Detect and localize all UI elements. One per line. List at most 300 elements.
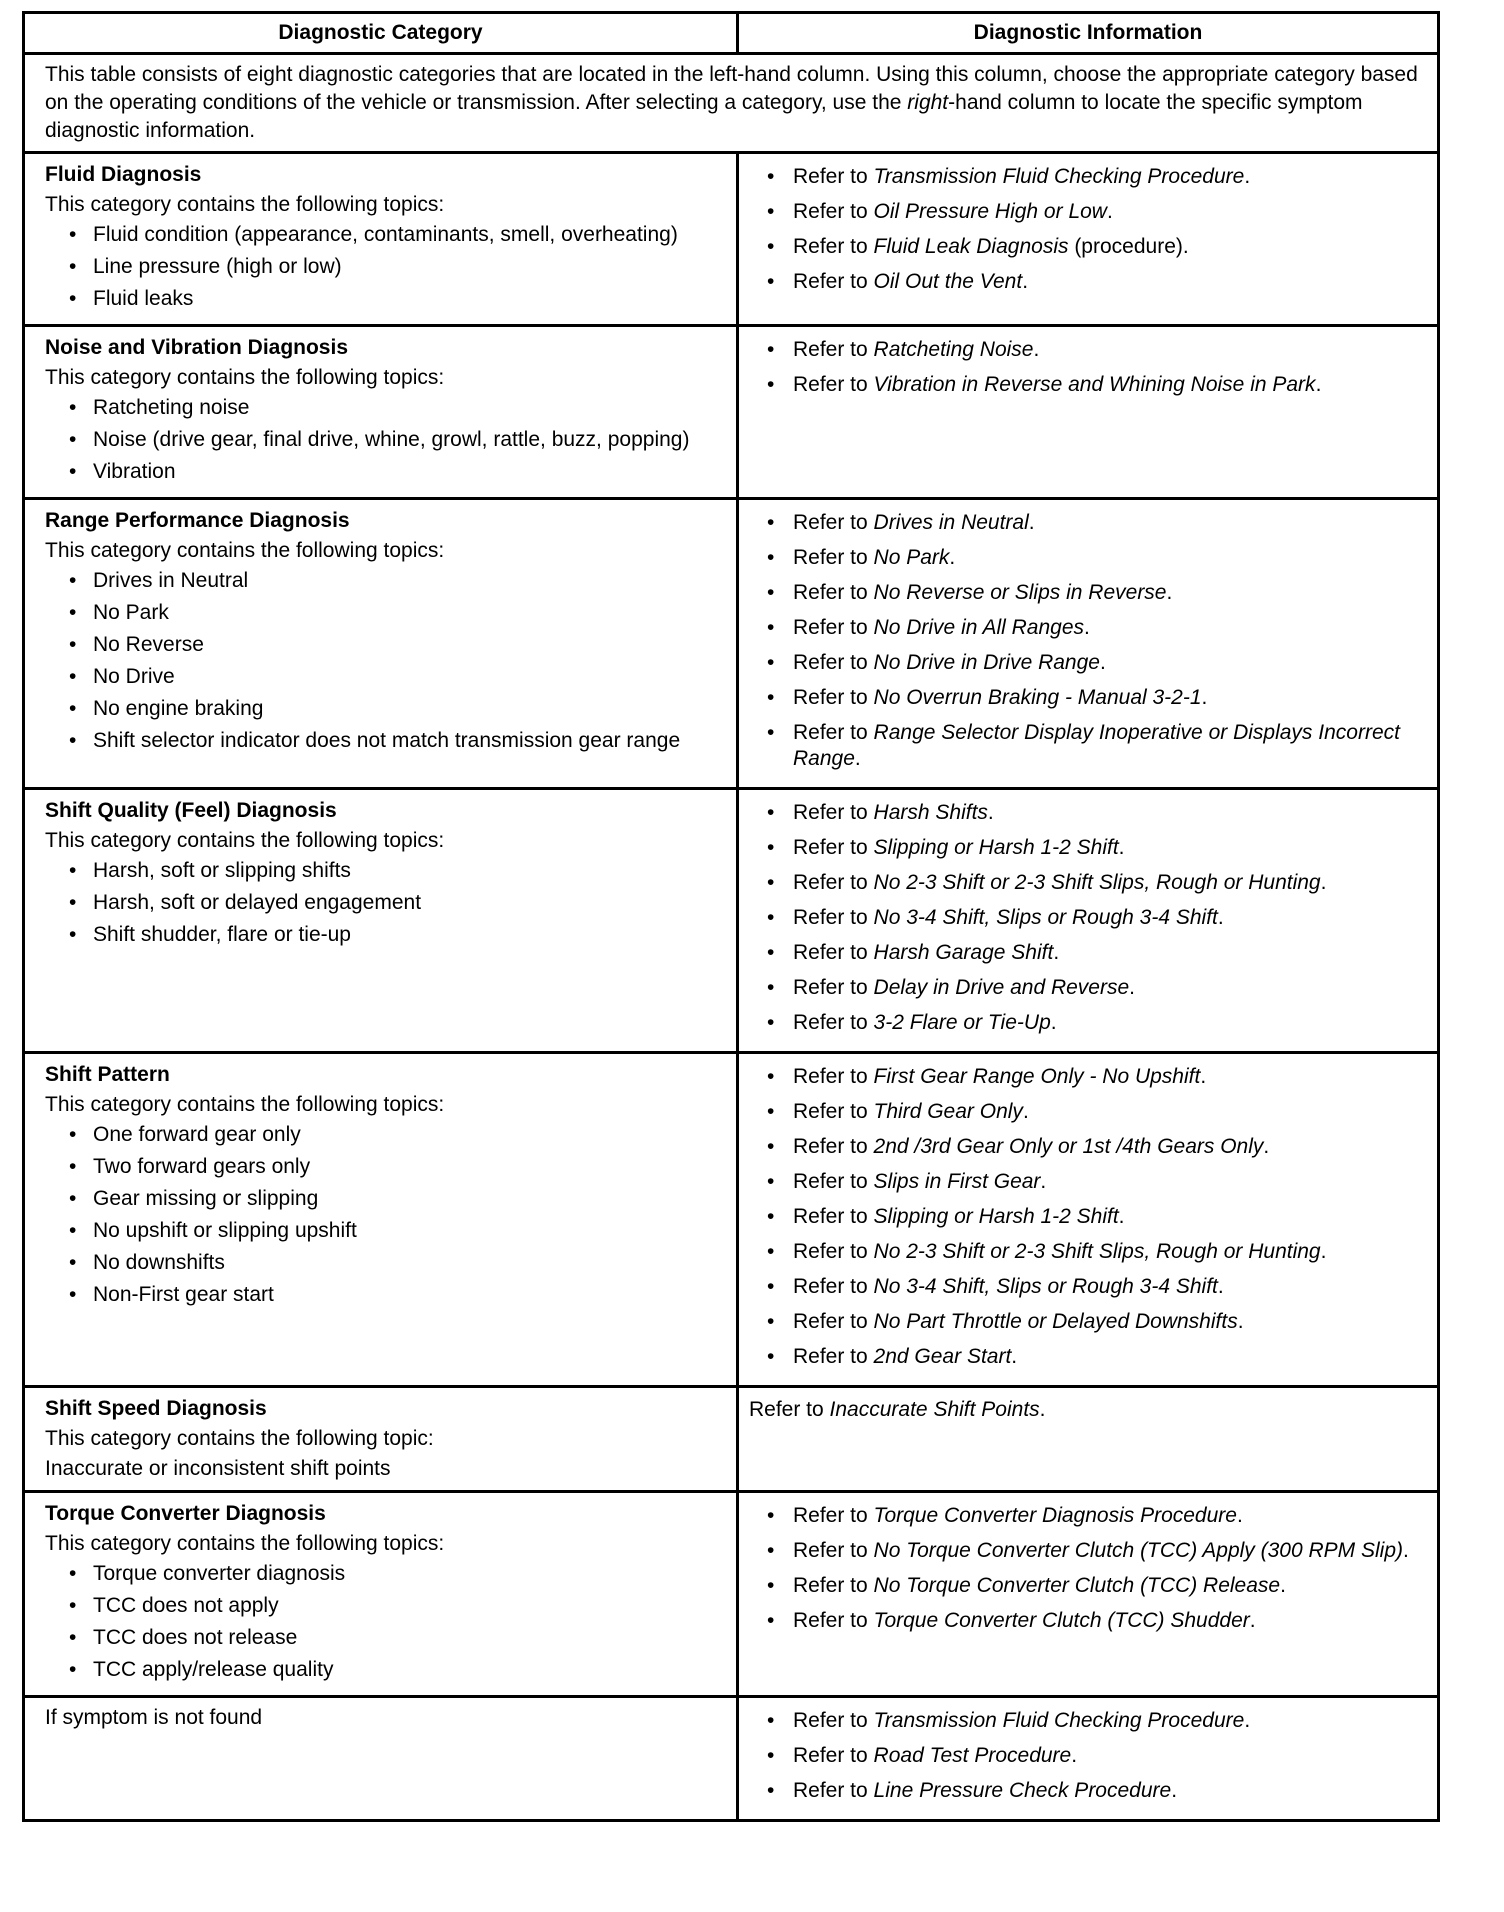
reference-suffix: . (1200, 1065, 1207, 1088)
topic-list (45, 1561, 720, 1683)
reference-suffix: . (1171, 1779, 1178, 1802)
reference-link[interactable]: Road Test Procedure (873, 1744, 1072, 1767)
topic-item (45, 1250, 720, 1276)
reference-suffix: . (987, 801, 994, 824)
bullet-icon: • (767, 1275, 775, 1298)
reference-link[interactable]: Transmission Fluid Checking Procedure (873, 165, 1245, 188)
intro-text-a: This table consists of eight diagnostic categories that are located in the left-hand column. Using this column, choose the appropriate category based on the operating conditions of the vehicle or transmission. After selecting a category, use the (45, 63, 1418, 114)
reference-link[interactable]: Line Pressure Check Procedure (873, 1779, 1172, 1802)
category-row (25, 1388, 1437, 1493)
topic-text: Line pressure (high or low) (93, 255, 342, 278)
refer-prefix: Refer to (793, 338, 874, 361)
reference-link[interactable]: Range Selector Display Inoperative or Displays Incorrect Range (793, 721, 1400, 770)
reference-suffix: . (1315, 373, 1322, 396)
category-row (25, 1493, 1437, 1698)
refer-prefix: Refer to (793, 1609, 874, 1632)
bullet-icon: • (767, 338, 775, 361)
reference-item (767, 1743, 1427, 1769)
topic-item (45, 1186, 720, 1212)
reference-suffix: . (1201, 686, 1208, 709)
bullet-icon: • (69, 1658, 77, 1681)
bullet-icon: • (767, 1539, 775, 1562)
reference-suffix: (procedure). (1068, 235, 1189, 258)
topic-text: Shift shudder, flare or tie-up (93, 923, 351, 946)
bullet-icon: • (69, 1251, 77, 1274)
reference-suffix: . (1118, 1205, 1125, 1228)
topic-text: Ratcheting noise (93, 396, 250, 419)
refer-prefix: Refer to (793, 1504, 874, 1527)
topic-item (45, 1625, 720, 1651)
reference-link[interactable]: 3-2 Flare or Tie-Up (873, 1011, 1051, 1034)
reference-item (767, 199, 1427, 225)
reference-suffix: . (1244, 1709, 1251, 1732)
reference-link[interactable]: No Drive in Drive Range (873, 651, 1100, 674)
reference-link[interactable]: No Drive in All Ranges (873, 616, 1085, 639)
category-cell (25, 154, 739, 324)
category-cell (25, 327, 739, 497)
topic-item (45, 696, 720, 722)
refer-prefix: Refer to (793, 270, 874, 293)
bullet-icon: • (69, 428, 77, 451)
reference-item (767, 164, 1427, 190)
bullet-icon: • (69, 223, 77, 246)
topic-text: Shift selector indicator does not match transmission gear range (93, 729, 681, 752)
reference-suffix: . (1028, 511, 1035, 534)
reference-item (767, 1134, 1427, 1160)
bullet-icon: • (767, 1011, 775, 1034)
reference-item (767, 940, 1427, 966)
reference-item (767, 905, 1427, 931)
bullet-icon: • (69, 396, 77, 419)
topic-text: No Drive (93, 665, 175, 688)
refer-prefix: Refer to (793, 1709, 874, 1732)
information-cell (739, 1054, 1437, 1385)
category-cell (25, 1054, 739, 1385)
category-cell (25, 500, 739, 787)
reference-link[interactable]: Delay in Drive and Reverse (873, 976, 1130, 999)
category-title: Shift Pattern (45, 1063, 170, 1086)
category-description: This category contains the following topics: (45, 1532, 445, 1555)
information-cell (739, 500, 1437, 787)
topic-item (45, 395, 720, 421)
intro-text (25, 55, 1437, 151)
refer-prefix: Refer to (793, 941, 874, 964)
bullet-icon: • (69, 1594, 77, 1617)
topic-text: TCC does not apply (93, 1594, 279, 1617)
reference-item (749, 1396, 1427, 1424)
bullet-icon: • (767, 1574, 775, 1597)
bullet-icon: • (767, 1310, 775, 1333)
bullet-icon: • (767, 546, 775, 569)
bullet-icon: • (767, 616, 775, 639)
reference-suffix: . (1040, 1170, 1047, 1193)
reference-suffix: . (1106, 200, 1113, 223)
reference-link[interactable]: Oil Pressure High or Low (873, 200, 1107, 223)
header-diagnostic-category: Diagnostic Category (25, 14, 739, 52)
bullet-icon: • (767, 651, 775, 674)
bullet-icon: • (69, 1562, 77, 1585)
refer-prefix: Refer to (793, 581, 874, 604)
refer-prefix: Refer to (793, 1205, 874, 1228)
refer-prefix: Refer to (793, 616, 874, 639)
refer-prefix: Refer to (793, 1574, 874, 1597)
topic-item (45, 632, 720, 658)
reference-link[interactable]: No 2-3 Shift or 2-3 Shift Slips, Rough or Hunting (873, 871, 1321, 894)
reference-link[interactable]: No 2-3 Shift or 2-3 Shift Slips, Rough or Hunting (873, 1240, 1321, 1263)
refer-prefix: Refer to (793, 1065, 874, 1088)
reference-link[interactable]: Slips in First Gear (873, 1170, 1041, 1193)
refer-prefix: Refer to (793, 200, 874, 223)
topic-text: Harsh, soft or delayed engagement (93, 891, 422, 914)
reference-link[interactable]: Fluid Leak Diagnosis (873, 235, 1069, 258)
reference-suffix: . (1217, 1275, 1224, 1298)
bullet-icon: • (69, 460, 77, 483)
topic-item (45, 1218, 720, 1244)
header-diagnostic-information: Diagnostic Information (973, 21, 1203, 44)
topic-text: No Reverse (93, 633, 204, 656)
reference-item (767, 510, 1427, 536)
refer-prefix: Refer to (793, 1275, 874, 1298)
refer-prefix: Refer to (793, 1170, 874, 1193)
topic-item (45, 1154, 720, 1180)
topic-text: TCC does not release (93, 1626, 298, 1649)
topic-text: Harsh, soft or slipping shifts (93, 859, 351, 882)
refer-prefix: Refer to (749, 1398, 830, 1421)
topic-text: No Park (93, 601, 169, 624)
topic-item (45, 890, 720, 916)
topic-item (45, 922, 720, 948)
reference-item (767, 1573, 1427, 1599)
reference-item (767, 1608, 1427, 1634)
reference-suffix: . (1244, 165, 1251, 188)
category-row (25, 1698, 1437, 1819)
refer-prefix: Refer to (793, 235, 874, 258)
reference-suffix: . (1217, 906, 1224, 929)
refer-prefix: Refer to (793, 801, 874, 824)
bullet-icon: • (69, 1283, 77, 1306)
topic-item (45, 664, 720, 690)
reference-item (767, 975, 1427, 1001)
reference-link[interactable]: No Park (873, 546, 950, 569)
reference-list (767, 510, 1427, 772)
reference-link[interactable]: No Reverse or Slips in Reverse (873, 581, 1167, 604)
bullet-icon: • (767, 906, 775, 929)
reference-link[interactable]: No Torque Converter Clutch (TCC) Apply (300 RPM Slip) (873, 1539, 1404, 1562)
fallback-label: If symptom is not found (45, 1706, 263, 1729)
reference-link[interactable]: Transmission Fluid Checking Procedure (873, 1709, 1245, 1732)
bullet-icon: • (767, 1504, 775, 1527)
bullet-icon: • (767, 581, 775, 604)
topic-item (45, 286, 720, 312)
reference-item (767, 800, 1427, 826)
bullet-icon: • (69, 891, 77, 914)
bullet-icon: • (767, 373, 775, 396)
reference-item (767, 372, 1427, 398)
reference-item (767, 615, 1427, 641)
topic-text: Inaccurate or inconsistent shift points (45, 1457, 391, 1480)
reference-suffix: . (1280, 1574, 1286, 1597)
reference-item (767, 1169, 1427, 1195)
bullet-icon: • (69, 1219, 77, 1242)
bullet-icon: • (69, 1155, 77, 1178)
reference-link[interactable]: Slipping or Harsh 1-2 Shift (873, 836, 1119, 859)
reference-suffix: . (1320, 871, 1327, 894)
category-row (25, 154, 1437, 327)
reference-item (767, 1309, 1427, 1335)
reference-suffix: . (1166, 581, 1173, 604)
category-rows (25, 154, 1437, 1819)
refer-prefix: Refer to (793, 1539, 874, 1562)
refer-prefix: Refer to (793, 1310, 874, 1333)
refer-prefix: Refer to (793, 651, 874, 674)
reference-item (767, 234, 1427, 260)
bullet-icon: • (69, 859, 77, 882)
reference-suffix: . (1053, 941, 1060, 964)
topic-item (45, 459, 720, 485)
topic-item (45, 1282, 720, 1308)
reference-link[interactable]: Slipping or Harsh 1-2 Shift (873, 1205, 1119, 1228)
reference-link[interactable]: Third Gear Only (873, 1100, 1023, 1123)
category-row (25, 500, 1437, 790)
topic-text: Noise (drive gear, final drive, whine, growl, rattle, buzz, popping) (93, 428, 690, 451)
bullet-icon: • (767, 1779, 775, 1802)
bullet-icon: • (767, 836, 775, 859)
topic-text: No downshifts (93, 1251, 225, 1274)
bullet-icon: • (767, 165, 775, 188)
refer-prefix: Refer to (793, 836, 874, 859)
reference-link[interactable]: Harsh Garage Shift (873, 941, 1054, 964)
topic-item (45, 1561, 720, 1587)
bullet-icon: • (767, 1240, 775, 1263)
refer-prefix: Refer to (793, 976, 874, 999)
refer-prefix: Refer to (793, 546, 874, 569)
reference-item (767, 685, 1427, 711)
reference-link[interactable]: No 3-4 Shift, Slips or Rough 3-4 Shift (873, 906, 1218, 929)
category-description: This category contains the following topics: (45, 193, 445, 216)
topic-item (45, 254, 720, 280)
reference-item (767, 1274, 1427, 1300)
bullet-icon: • (767, 1609, 775, 1632)
refer-prefix: Refer to (793, 686, 874, 709)
topic-list (45, 568, 720, 754)
bullet-icon: • (767, 1135, 775, 1158)
bullet-icon: • (69, 729, 77, 752)
refer-prefix: Refer to (793, 1345, 874, 1368)
reference-link[interactable]: Torque Converter Clutch (TCC) Shudder (873, 1609, 1250, 1632)
category-title: Shift Speed Diagnosis (45, 1397, 267, 1420)
topic-list (45, 858, 720, 948)
reference-item (767, 337, 1427, 363)
topic-list (45, 1122, 720, 1308)
reference-suffix: . (1022, 1100, 1029, 1123)
bullet-icon: • (69, 287, 77, 310)
reference-suffix: . (1237, 1310, 1244, 1333)
topic-text: Non-First gear start (93, 1283, 274, 1306)
reference-suffix: . (1039, 1398, 1046, 1421)
bullet-icon: • (767, 871, 775, 894)
category-description: This category contains the following topic: (45, 1427, 434, 1450)
reference-item (767, 1010, 1427, 1036)
reference-item (767, 1239, 1427, 1265)
table-header-row (25, 14, 1437, 55)
topic-text: One forward gear only (93, 1123, 301, 1146)
category-cell (25, 1388, 739, 1490)
bullet-icon: • (767, 1065, 775, 1088)
bullet-icon: • (69, 633, 77, 656)
category-description: This category contains the following topics: (45, 366, 445, 389)
bullet-icon: • (767, 1345, 775, 1368)
information-cell (739, 1698, 1437, 1819)
category-title: Range Performance Diagnosis (45, 509, 350, 532)
refer-prefix: Refer to (793, 1100, 874, 1123)
reference-item (767, 580, 1427, 606)
topic-item (45, 1122, 720, 1148)
reference-list (767, 164, 1427, 295)
topic-list (45, 395, 720, 485)
refer-prefix: Refer to (793, 165, 874, 188)
reference-suffix: . (1129, 976, 1135, 999)
reference-item (767, 1708, 1427, 1734)
reference-item (767, 870, 1427, 896)
topic-item (45, 222, 720, 248)
reference-link[interactable]: Drives in Neutral (873, 511, 1029, 534)
topic-item (45, 1657, 720, 1683)
refer-prefix: Refer to (793, 906, 874, 929)
reference-link[interactable]: 2nd Gear Start (873, 1345, 1012, 1368)
bullet-icon: • (767, 1205, 775, 1228)
bullet-icon: • (69, 665, 77, 688)
category-title: Noise and Vibration Diagnosis (45, 336, 349, 359)
bullet-icon: • (767, 686, 775, 709)
reference-link[interactable]: No Overrun Braking - Manual 3-2-1 (873, 686, 1202, 709)
reference-link[interactable]: Vibration in Reverse and Whining Noise in Park (873, 373, 1316, 396)
topic-text: Fluid condition (appearance, contaminants, smell, overheating) (93, 223, 678, 246)
bullet-icon: • (767, 200, 775, 223)
topic-text: TCC apply/release quality (93, 1658, 334, 1681)
diagnostic-table (22, 11, 1440, 1822)
bullet-icon: • (767, 721, 775, 744)
reference-link[interactable]: 2nd /3rd Gear Only or 1st /4th Gears Only (873, 1135, 1264, 1158)
bullet-icon: • (69, 601, 77, 624)
topic-text: Torque converter diagnosis (93, 1562, 346, 1585)
reference-suffix: . (949, 546, 956, 569)
topic-text: No engine braking (93, 697, 264, 720)
information-cell (739, 1493, 1437, 1695)
reference-suffix: . (1263, 1135, 1270, 1158)
refer-prefix: Refer to (793, 1135, 874, 1158)
reference-suffix: . (1011, 1345, 1018, 1368)
reference-link[interactable]: Harsh Shifts (873, 801, 988, 824)
reference-item (767, 1099, 1427, 1125)
refer-prefix: Refer to (793, 1240, 874, 1263)
reference-suffix: . (1320, 1240, 1327, 1263)
intro-text-em: right (907, 91, 949, 114)
reference-suffix: . (1050, 1011, 1057, 1034)
category-description: This category contains the following topics: (45, 539, 445, 562)
reference-suffix: . (1071, 1744, 1078, 1767)
reference-suffix: . (1099, 651, 1106, 674)
reference-link[interactable]: First Gear Range Only - No Upshift (873, 1065, 1201, 1088)
intro-text-b: -hand column to locate the specific symptom diagnostic information. (45, 91, 1363, 142)
topic-text: Two forward gears only (93, 1155, 311, 1178)
category-title: Torque Converter Diagnosis (45, 1502, 326, 1525)
reference-link[interactable]: No 3-4 Shift, Slips or Rough 3-4 Shift (873, 1275, 1218, 1298)
topic-text: Vibration (93, 460, 176, 483)
information-cell (739, 327, 1437, 497)
refer-prefix: Refer to (793, 871, 874, 894)
category-cell (25, 1493, 739, 1695)
bullet-icon: • (69, 569, 77, 592)
reference-link[interactable]: No Part Throttle or Delayed Downshifts (873, 1310, 1238, 1333)
reference-list (767, 337, 1427, 398)
reference-item (767, 650, 1427, 676)
reference-link[interactable]: No Torque Converter Clutch (TCC) Release (873, 1574, 1281, 1597)
reference-item (767, 835, 1427, 861)
reference-suffix: . (1022, 270, 1029, 293)
topic-item (45, 568, 720, 594)
category-row (25, 1054, 1437, 1388)
reference-suffix: . (1403, 1539, 1409, 1562)
reference-list (767, 800, 1427, 1036)
reference-link[interactable]: Ratcheting Noise (873, 338, 1034, 361)
bullet-icon: • (767, 941, 775, 964)
reference-suffix: . (1249, 1609, 1256, 1632)
topic-text: No upshift or slipping upshift (93, 1219, 357, 1242)
bullet-icon: • (69, 255, 77, 278)
bullet-icon: • (767, 511, 775, 534)
reference-item (767, 545, 1427, 571)
bullet-icon: • (69, 697, 77, 720)
refer-prefix: Refer to (793, 373, 874, 396)
reference-link[interactable]: Inaccurate Shift Points (829, 1398, 1040, 1421)
reference-item (767, 1064, 1427, 1090)
reference-list (767, 1064, 1427, 1370)
reference-list (767, 1708, 1427, 1804)
bullet-icon: • (767, 1170, 775, 1193)
category-description: This category contains the following topics: (45, 1093, 445, 1116)
bullet-icon: • (767, 976, 775, 999)
bullet-icon: • (69, 1187, 77, 1210)
reference-suffix: . (1118, 836, 1125, 859)
refer-prefix: Refer to (793, 721, 874, 744)
refer-prefix: Refer to (793, 1011, 874, 1034)
category-cell (25, 1698, 739, 1819)
bullet-icon: • (69, 1123, 77, 1146)
category-description: This category contains the following topics: (45, 829, 445, 852)
category-row (25, 790, 1437, 1054)
category-title: Fluid Diagnosis (45, 163, 202, 186)
category-row (25, 327, 1437, 500)
reference-suffix: . (1084, 616, 1090, 639)
reference-list (767, 1503, 1427, 1634)
bullet-icon: • (767, 270, 775, 293)
reference-link[interactable]: Torque Converter Diagnosis Procedure (873, 1504, 1237, 1527)
bullet-icon: • (767, 1709, 775, 1732)
intro-row (25, 55, 1437, 154)
bullet-icon: • (767, 235, 775, 258)
information-cell (739, 154, 1437, 324)
refer-prefix: Refer to (793, 1744, 874, 1767)
reference-item (767, 269, 1427, 295)
topic-item (45, 728, 720, 754)
topic-text: Drives in Neutral (93, 569, 249, 592)
topic-item (45, 427, 720, 453)
reference-suffix: . (854, 747, 861, 770)
reference-link[interactable]: Oil Out the Vent (873, 270, 1023, 293)
bullet-icon: • (69, 923, 77, 946)
refer-prefix: Refer to (793, 511, 874, 534)
topic-item (45, 858, 720, 884)
